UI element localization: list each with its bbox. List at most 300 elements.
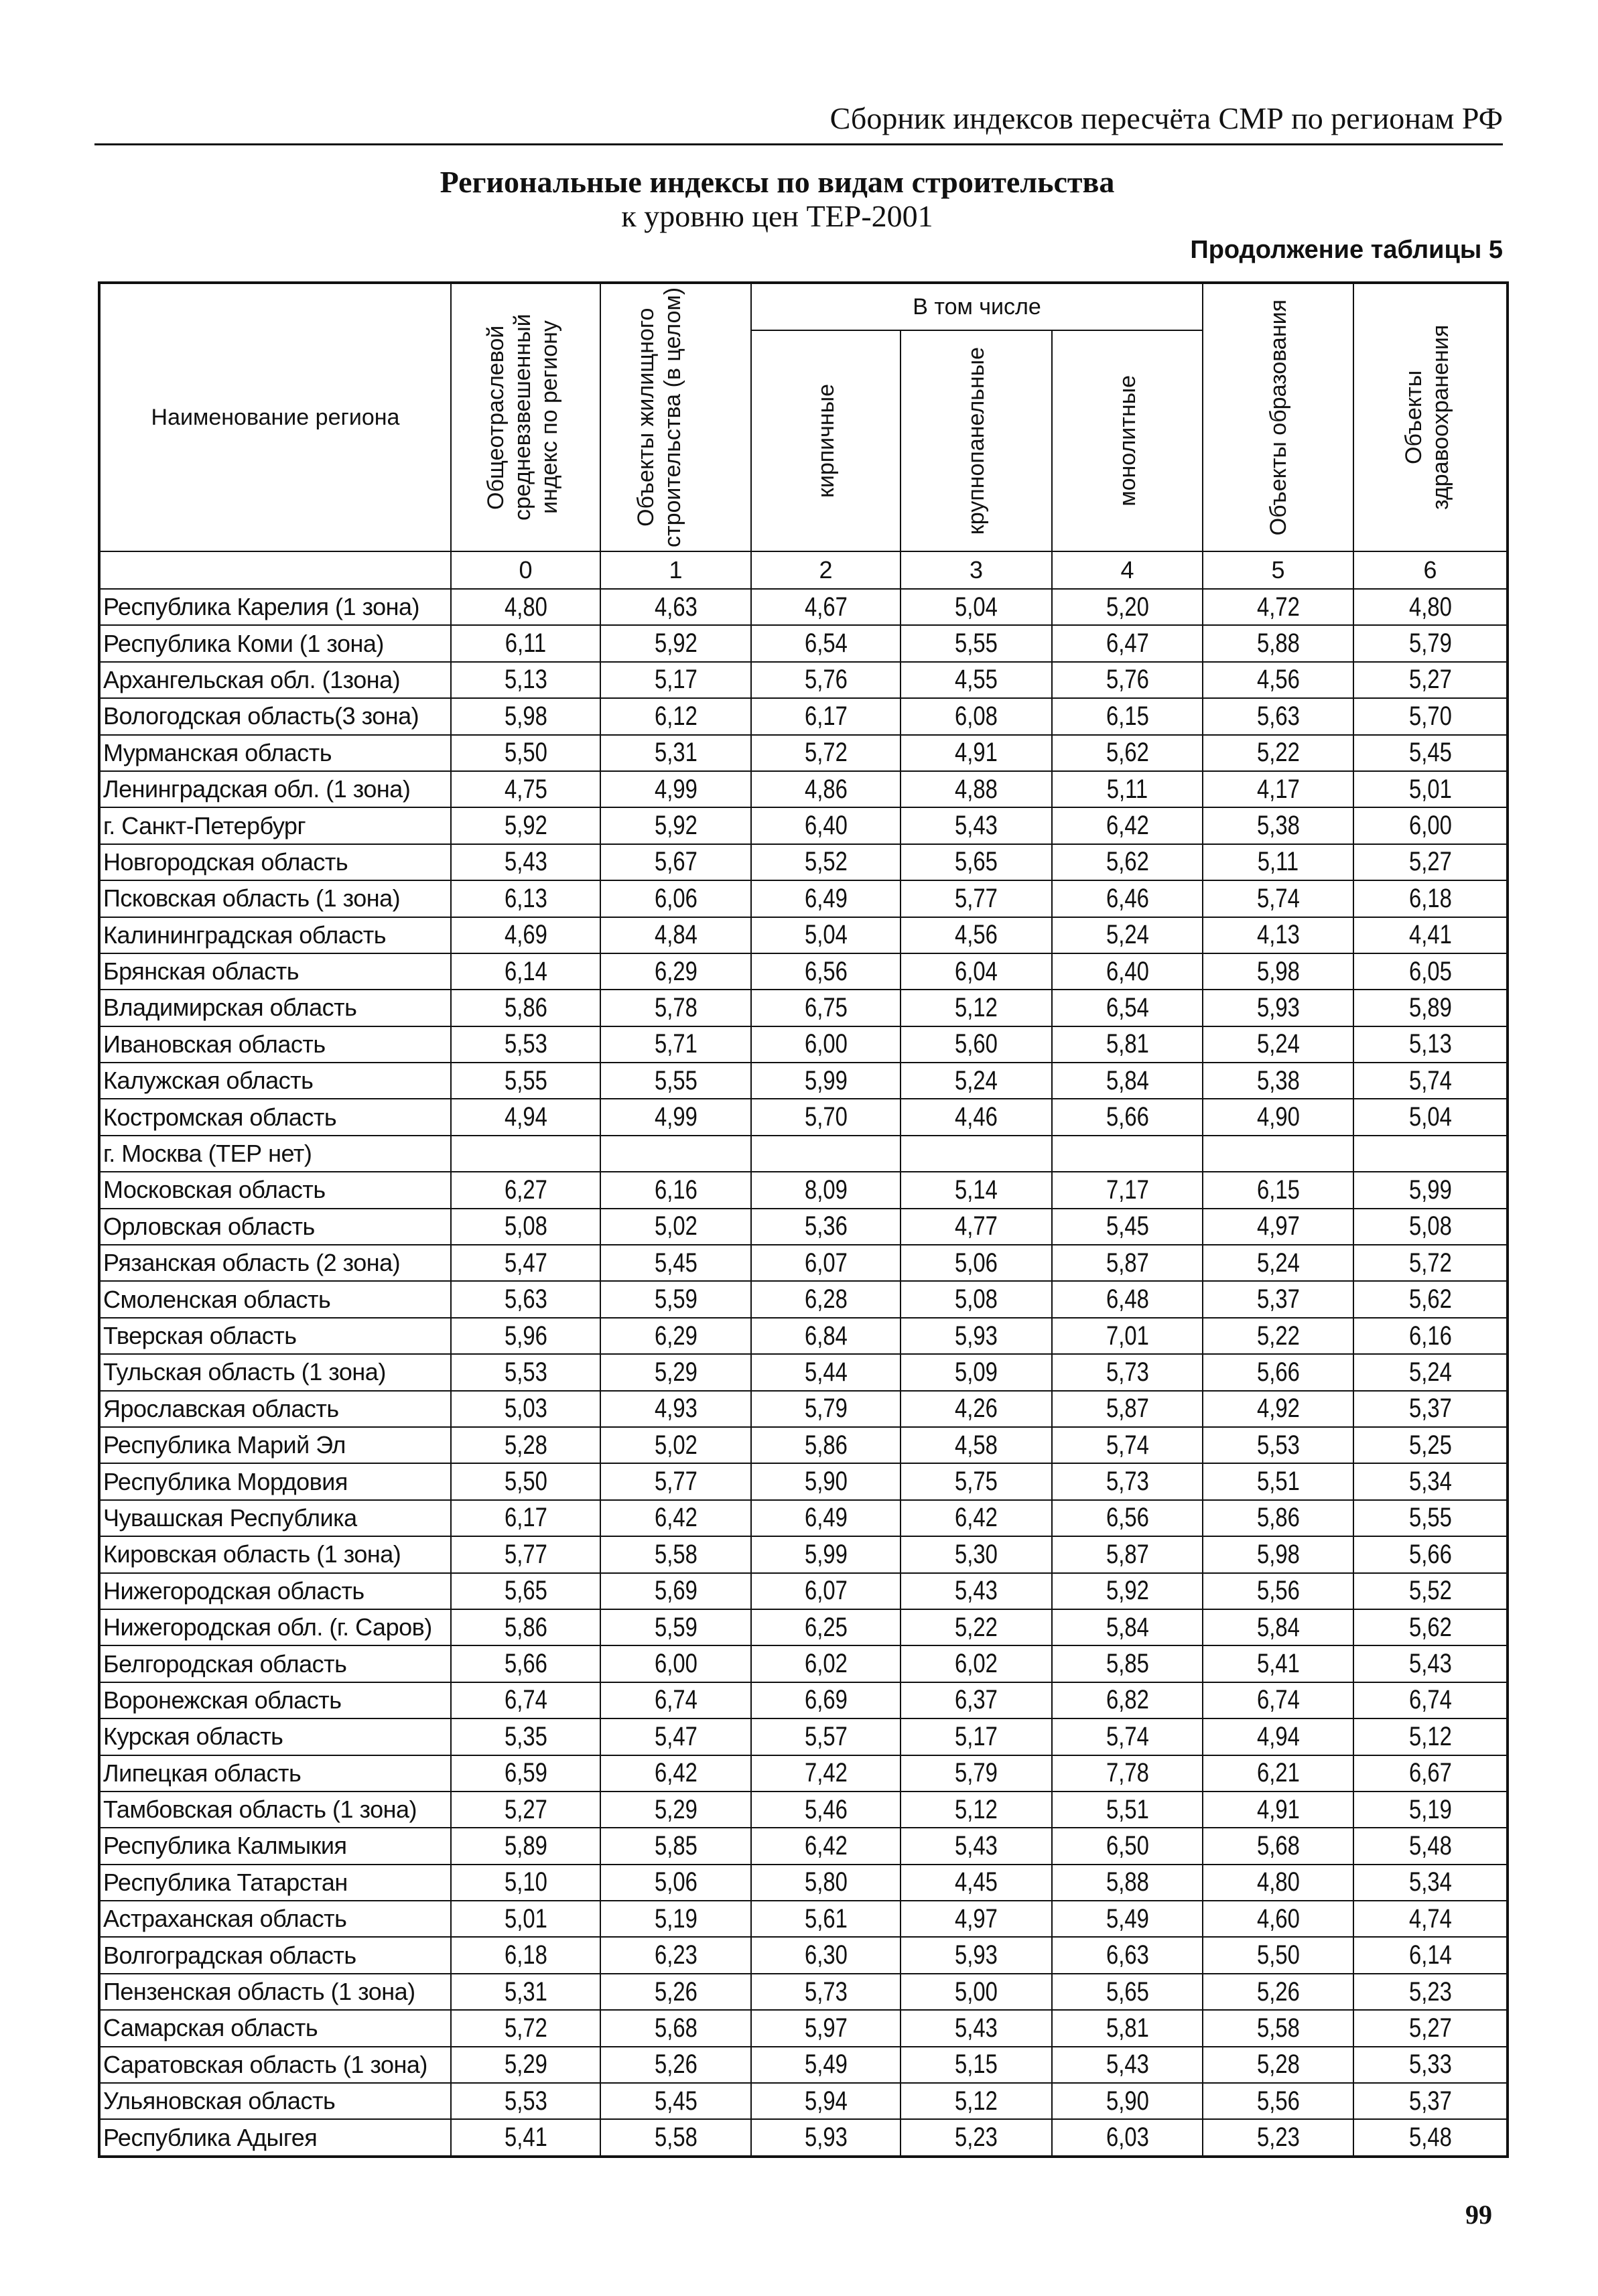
region-name: Астраханская область bbox=[99, 1901, 451, 1937]
index-value-text: 6,18 bbox=[1408, 883, 1452, 913]
index-value-text: 5,31 bbox=[654, 738, 697, 768]
index-value bbox=[901, 2047, 1052, 2083]
index-value bbox=[1203, 1209, 1353, 1245]
index-value-text: 5,93 bbox=[955, 1940, 998, 1970]
index-value bbox=[901, 1645, 1052, 1682]
index-value bbox=[1353, 1281, 1508, 1317]
index-value bbox=[1203, 917, 1353, 953]
index-value bbox=[901, 698, 1052, 734]
index-value-text: 5,52 bbox=[1408, 1576, 1452, 1606]
index-value bbox=[600, 953, 751, 990]
index-value bbox=[1203, 2047, 1353, 2083]
column-number: 4 bbox=[1052, 551, 1203, 589]
index-value-text: 5,62 bbox=[1408, 1612, 1452, 1642]
index-value bbox=[901, 589, 1052, 625]
index-value bbox=[1353, 1865, 1508, 1901]
index-value-text: 6,74 bbox=[504, 1685, 547, 1715]
index-value bbox=[600, 880, 751, 917]
index-value bbox=[600, 2047, 751, 2083]
table-row bbox=[99, 735, 1508, 771]
index-value bbox=[751, 953, 901, 990]
region-name: Московская область bbox=[99, 1172, 451, 1208]
index-value-text: 5,99 bbox=[1408, 1174, 1452, 1205]
index-value-text: 4,58 bbox=[955, 1430, 998, 1460]
region-name: Самарская область bbox=[99, 2010, 451, 2046]
index-value bbox=[451, 1427, 600, 1463]
index-value-text: 6,74 bbox=[654, 1685, 697, 1715]
index-value-text: 5,59 bbox=[654, 1612, 697, 1642]
header-col6: Объекты здравоохранения bbox=[1353, 283, 1508, 551]
index-value bbox=[600, 1865, 751, 1901]
region-name: Архангельская обл. (1зона) bbox=[99, 662, 451, 698]
index-value bbox=[451, 1901, 600, 1937]
index-value-text: 5,47 bbox=[504, 1247, 547, 1278]
table-row bbox=[99, 1974, 1508, 2010]
index-value-text: 5,53 bbox=[504, 2086, 547, 2116]
regional-index-table bbox=[98, 281, 1509, 2158]
index-value bbox=[751, 698, 901, 734]
index-value-text: 6,07 bbox=[804, 1576, 848, 1606]
index-value bbox=[1052, 1937, 1203, 1973]
index-value-text: 4,26 bbox=[955, 1394, 998, 1424]
index-value bbox=[901, 1792, 1052, 1828]
index-value-text: 5,61 bbox=[804, 1903, 848, 1934]
header-rule bbox=[94, 143, 1503, 145]
region-name: Республика Адыгея bbox=[99, 2119, 451, 2156]
index-value bbox=[1353, 1318, 1508, 1354]
index-value-text: 5,86 bbox=[804, 1430, 848, 1460]
index-value-text: 4,55 bbox=[955, 665, 998, 695]
region-name: Ярославская область bbox=[99, 1391, 451, 1427]
index-value bbox=[751, 1901, 901, 1937]
index-value bbox=[751, 625, 901, 661]
index-value bbox=[1052, 1718, 1203, 1755]
index-value-text: 4,97 bbox=[955, 1903, 998, 1934]
region-name: Ульяновская область bbox=[99, 2083, 451, 2119]
index-value-text: 5,22 bbox=[955, 1612, 998, 1642]
index-value bbox=[1353, 1755, 1508, 1792]
index-value-text: 5,66 bbox=[1106, 1102, 1149, 1132]
index-value bbox=[451, 2083, 600, 2119]
index-value-text: 4,84 bbox=[654, 920, 697, 950]
index-value bbox=[1203, 844, 1353, 880]
index-value-text: 6,16 bbox=[1408, 1321, 1452, 1351]
index-value bbox=[1353, 1026, 1508, 1063]
index-value-text: 4,56 bbox=[955, 920, 998, 950]
index-value bbox=[1203, 1427, 1353, 1463]
index-value-text: 5,81 bbox=[1106, 2013, 1149, 2043]
index-value bbox=[1353, 1645, 1508, 1682]
index-value-text: 5,84 bbox=[1106, 1612, 1149, 1642]
index-value-text: 4,56 bbox=[1256, 665, 1300, 695]
index-value-text: 5,53 bbox=[504, 1357, 547, 1387]
table-row bbox=[99, 2119, 1508, 2156]
index-value-text: 6,07 bbox=[804, 1247, 848, 1278]
index-value bbox=[1353, 1974, 1508, 2010]
index-value bbox=[600, 1281, 751, 1317]
index-value bbox=[1203, 771, 1353, 807]
index-value-text: 5,76 bbox=[804, 665, 848, 695]
index-value-text: 5,96 bbox=[504, 1321, 547, 1351]
index-value bbox=[1353, 1792, 1508, 1828]
index-value bbox=[451, 1026, 600, 1063]
table-row bbox=[99, 2010, 1508, 2046]
index-value-text: 6,49 bbox=[804, 1503, 848, 1533]
region-name: Новгородская область bbox=[99, 844, 451, 880]
index-value-text: 5,02 bbox=[654, 1211, 697, 1241]
table-row bbox=[99, 1391, 1508, 1427]
index-value-text: 5,71 bbox=[654, 1029, 697, 1059]
index-value bbox=[751, 1099, 901, 1135]
index-value bbox=[901, 1718, 1052, 1755]
region-name: Тамбовская область (1 зона) bbox=[99, 1792, 451, 1828]
index-value-text: 5,70 bbox=[1408, 701, 1452, 731]
index-value-text: 6,21 bbox=[1256, 1758, 1300, 1788]
table-continuation-label: Продолжение таблицы 5 bbox=[1190, 236, 1503, 264]
region-name: Нижегородская область bbox=[99, 1573, 451, 1609]
index-value-text: 5,37 bbox=[1408, 2086, 1452, 2116]
index-value bbox=[751, 1536, 901, 1572]
index-value-text: 5,77 bbox=[654, 1467, 697, 1497]
region-name: Вологодская область(3 зона) bbox=[99, 698, 451, 734]
index-value-text: 4,74 bbox=[1408, 1903, 1452, 1934]
index-value bbox=[600, 1755, 751, 1792]
index-value-text: 4,69 bbox=[504, 920, 547, 950]
index-value bbox=[751, 1865, 901, 1901]
table-row bbox=[99, 1937, 1508, 1973]
table-row bbox=[99, 1172, 1508, 1208]
index-value-text: 5,23 bbox=[1256, 2122, 1300, 2153]
index-value bbox=[901, 917, 1052, 953]
index-value bbox=[1203, 1099, 1353, 1135]
index-value bbox=[1052, 1573, 1203, 1609]
index-value-text: 5,62 bbox=[1106, 738, 1149, 768]
index-value bbox=[600, 662, 751, 698]
table-row bbox=[99, 1792, 1508, 1828]
index-value-text: 5,86 bbox=[504, 1612, 547, 1642]
index-value-text: 5,03 bbox=[504, 1394, 547, 1424]
index-value bbox=[1052, 953, 1203, 990]
index-value-text: 5,74 bbox=[1256, 883, 1300, 913]
index-value bbox=[1052, 1865, 1203, 1901]
index-value-text: 5,85 bbox=[1106, 1649, 1149, 1679]
index-value bbox=[1203, 1026, 1353, 1063]
index-value-text: 5,04 bbox=[1408, 1102, 1452, 1132]
index-value bbox=[1353, 953, 1508, 990]
index-value bbox=[901, 807, 1052, 843]
index-value bbox=[600, 1026, 751, 1063]
index-value-text: 5,99 bbox=[804, 1065, 848, 1095]
column-number: 2 bbox=[751, 551, 901, 589]
index-value bbox=[901, 880, 1052, 917]
index-value-text: 6,42 bbox=[654, 1758, 697, 1788]
index-value-text: 5,29 bbox=[654, 1794, 697, 1824]
index-value-text: 5,63 bbox=[1256, 701, 1300, 731]
index-value-text: 6,05 bbox=[1408, 956, 1452, 986]
region-name: Костромская область bbox=[99, 1099, 451, 1135]
index-value-text: 6,02 bbox=[955, 1649, 998, 1679]
table-row bbox=[99, 662, 1508, 698]
index-value bbox=[1203, 1682, 1353, 1718]
index-value-text: 5,81 bbox=[1106, 1029, 1149, 1059]
index-value-text: 5,63 bbox=[504, 1284, 547, 1314]
index-value bbox=[451, 1536, 600, 1572]
index-value bbox=[1052, 1792, 1203, 1828]
table-row bbox=[99, 1901, 1508, 1937]
index-value bbox=[600, 1063, 751, 1099]
index-value bbox=[1353, 1099, 1508, 1135]
index-value-text: 5,66 bbox=[1256, 1357, 1300, 1387]
index-value bbox=[901, 1026, 1052, 1063]
index-value bbox=[901, 1318, 1052, 1354]
index-value-text: 5,69 bbox=[654, 1576, 697, 1606]
index-value-text: 6,42 bbox=[1106, 811, 1149, 841]
table-row bbox=[99, 1645, 1508, 1682]
index-value bbox=[1052, 1281, 1203, 1317]
index-value-text: 6,25 bbox=[804, 1612, 848, 1642]
index-value bbox=[600, 1391, 751, 1427]
index-value bbox=[451, 1645, 600, 1682]
index-value-text: 5,65 bbox=[504, 1576, 547, 1606]
index-value bbox=[751, 1026, 901, 1063]
index-value bbox=[1203, 1755, 1353, 1792]
index-value bbox=[901, 771, 1052, 807]
index-value bbox=[1353, 1354, 1508, 1390]
index-value bbox=[600, 2083, 751, 2119]
index-value bbox=[1052, 2083, 1203, 2119]
index-value bbox=[451, 1391, 600, 1427]
index-value-text: 4,60 bbox=[1256, 1903, 1300, 1934]
index-value-text: 5,43 bbox=[504, 847, 547, 877]
index-value bbox=[1052, 1136, 1203, 1172]
header-col1: Объекты жилищного строительства (в целом) bbox=[600, 283, 751, 551]
index-value bbox=[1203, 1536, 1353, 1572]
index-value-text: 4,90 bbox=[1256, 1102, 1300, 1132]
index-value-text: 5,34 bbox=[1408, 1867, 1452, 1897]
index-value bbox=[1203, 953, 1353, 990]
index-value-text: 4,13 bbox=[1256, 920, 1300, 950]
index-value bbox=[751, 1318, 901, 1354]
region-name: Тульская область (1 зона) bbox=[99, 1354, 451, 1390]
index-value bbox=[451, 1500, 600, 1536]
index-value bbox=[1353, 662, 1508, 698]
index-value-text: 5,08 bbox=[1408, 1211, 1452, 1241]
header-region: Наименование региона bbox=[99, 283, 451, 551]
index-value-text: 4,93 bbox=[654, 1394, 697, 1424]
index-value bbox=[751, 917, 901, 953]
index-value-text: 6,42 bbox=[654, 1503, 697, 1533]
index-value-text: 4,97 bbox=[1256, 1211, 1300, 1241]
index-value bbox=[600, 807, 751, 843]
index-value-text: 6,74 bbox=[1256, 1685, 1300, 1715]
index-value-text: 6,40 bbox=[1106, 956, 1149, 986]
index-value bbox=[600, 844, 751, 880]
index-value-text: 5,68 bbox=[654, 2013, 697, 2043]
index-value-text: 5,27 bbox=[1408, 665, 1452, 695]
index-value bbox=[1052, 771, 1203, 807]
index-value-text: 5,86 bbox=[1256, 1503, 1300, 1533]
index-value-text: 6,59 bbox=[504, 1758, 547, 1788]
index-value-text: 6,12 bbox=[654, 701, 697, 731]
index-value-text: 5,25 bbox=[1408, 1430, 1452, 1460]
index-value bbox=[751, 771, 901, 807]
index-value bbox=[901, 844, 1052, 880]
index-value-text: 5,43 bbox=[1106, 2049, 1149, 2080]
index-value bbox=[1203, 2119, 1353, 2156]
table-row bbox=[99, 1865, 1508, 1901]
index-value bbox=[600, 735, 751, 771]
index-value-text: 4,86 bbox=[804, 774, 848, 804]
index-value bbox=[600, 1354, 751, 1390]
index-value-text: 4,80 bbox=[504, 592, 547, 622]
index-value-text: 4,80 bbox=[1256, 1867, 1300, 1897]
index-value bbox=[751, 1828, 901, 1864]
index-value bbox=[1052, 1463, 1203, 1499]
region-name: Республика Татарстан bbox=[99, 1865, 451, 1901]
index-value-text: 6,00 bbox=[654, 1649, 697, 1679]
index-value bbox=[600, 1645, 751, 1682]
index-value-text: 5,22 bbox=[1256, 1321, 1300, 1351]
region-name: Кировская область (1 зона) bbox=[99, 1536, 451, 1572]
index-value bbox=[751, 1682, 901, 1718]
table-row bbox=[99, 1427, 1508, 1463]
index-value bbox=[600, 1463, 751, 1499]
index-value bbox=[751, 1209, 901, 1245]
index-value bbox=[1353, 1427, 1508, 1463]
index-value bbox=[901, 1755, 1052, 1792]
index-value bbox=[751, 2010, 901, 2046]
index-value bbox=[1203, 1609, 1353, 1645]
index-value-text: 6,15 bbox=[1106, 701, 1149, 731]
region-name: Ленинградская обл. (1 зона) bbox=[99, 771, 451, 807]
index-value-text: 5,24 bbox=[1106, 920, 1149, 950]
index-value-text: 5,20 bbox=[1106, 592, 1149, 622]
index-value-text: 6,54 bbox=[804, 628, 848, 659]
index-value-text: 6,08 bbox=[955, 701, 998, 731]
index-value-text: 5,98 bbox=[1256, 1539, 1300, 1569]
index-value-text: 5,48 bbox=[1408, 1830, 1452, 1861]
index-value bbox=[451, 1937, 600, 1973]
index-value bbox=[451, 735, 600, 771]
index-value bbox=[751, 1937, 901, 1973]
index-value bbox=[600, 1427, 751, 1463]
index-value bbox=[1353, 2047, 1508, 2083]
index-value bbox=[451, 1865, 600, 1901]
index-value bbox=[600, 1500, 751, 1536]
index-value-text: 5,38 bbox=[1256, 1065, 1300, 1095]
index-value bbox=[1353, 844, 1508, 880]
index-value bbox=[751, 990, 901, 1026]
index-value-text: 5,24 bbox=[1256, 1029, 1300, 1059]
index-value-text: 5,53 bbox=[504, 1029, 547, 1059]
index-value-text: 4,91 bbox=[1256, 1794, 1300, 1824]
column-number: 6 bbox=[1353, 551, 1508, 589]
index-value-text: 4,46 bbox=[955, 1102, 998, 1132]
index-value bbox=[1353, 1500, 1508, 1536]
index-value bbox=[751, 2119, 901, 2156]
index-value bbox=[1052, 1099, 1203, 1135]
index-value-text: 5,12 bbox=[1408, 1721, 1452, 1751]
index-value-text: 5,19 bbox=[654, 1903, 697, 1934]
index-value bbox=[451, 1573, 600, 1609]
index-value bbox=[751, 1609, 901, 1645]
table-body bbox=[99, 589, 1508, 2157]
index-value-text: 4,94 bbox=[504, 1102, 547, 1132]
index-value bbox=[1052, 1974, 1203, 2010]
region-name: г. Москва (ТЕР нет) bbox=[99, 1136, 451, 1172]
index-value-text: 5,23 bbox=[1408, 1976, 1452, 2007]
index-value-text: 5,22 bbox=[1256, 738, 1300, 768]
index-value bbox=[901, 1828, 1052, 1864]
index-value-text: 5,34 bbox=[1408, 1467, 1452, 1497]
table-row bbox=[99, 698, 1508, 734]
index-value-text: 6,27 bbox=[504, 1174, 547, 1205]
index-value-text: 5,45 bbox=[1106, 1211, 1149, 1241]
region-name: Пензенская область (1 зона) bbox=[99, 1974, 451, 2010]
index-value-text: 6,11 bbox=[505, 628, 547, 659]
index-value-text: 5,38 bbox=[1256, 811, 1300, 841]
region-name: Республика Карелия (1 зона) bbox=[99, 589, 451, 625]
index-value bbox=[451, 1755, 600, 1792]
index-value bbox=[901, 1427, 1052, 1463]
index-value bbox=[901, 1354, 1052, 1390]
header-col3: крупнопанельные bbox=[901, 330, 1052, 551]
column-number: 3 bbox=[901, 551, 1052, 589]
index-value-text: 5,77 bbox=[955, 883, 998, 913]
index-value-text: 4,72 bbox=[1256, 592, 1300, 622]
index-value-text: 6,02 bbox=[804, 1649, 848, 1679]
index-value-text: 5,78 bbox=[654, 992, 697, 1022]
index-value-text: 5,33 bbox=[1408, 2049, 1452, 2080]
index-value-text: 4,63 bbox=[654, 592, 697, 622]
index-value bbox=[1052, 1209, 1203, 1245]
index-value bbox=[451, 1354, 600, 1390]
index-value-text: 6,56 bbox=[1106, 1503, 1149, 1533]
index-value-text: 5,72 bbox=[504, 2013, 547, 2043]
index-value bbox=[1203, 1281, 1353, 1317]
index-value bbox=[451, 1974, 600, 2010]
index-value-text: 6,18 bbox=[504, 1940, 547, 1970]
index-value bbox=[751, 1391, 901, 1427]
index-value bbox=[751, 807, 901, 843]
index-value bbox=[1203, 1645, 1353, 1682]
index-value bbox=[600, 625, 751, 661]
index-value-text: 5,67 bbox=[654, 847, 697, 877]
index-value-text: 5,60 bbox=[955, 1029, 998, 1059]
table-row bbox=[99, 589, 1508, 625]
index-value-text: 5,31 bbox=[504, 1976, 547, 2007]
index-value bbox=[600, 1828, 751, 1864]
index-value bbox=[1353, 880, 1508, 917]
index-value bbox=[901, 1099, 1052, 1135]
index-value bbox=[751, 735, 901, 771]
index-value-text: 5,87 bbox=[1106, 1539, 1149, 1569]
index-value bbox=[1203, 880, 1353, 917]
index-value bbox=[1353, 1136, 1508, 1172]
region-name: Республика Марий Эл bbox=[99, 1427, 451, 1463]
header-col4: монолитные bbox=[1052, 330, 1203, 551]
index-value bbox=[1203, 735, 1353, 771]
index-value-text: 4,91 bbox=[955, 738, 998, 768]
index-value-text: 6,50 bbox=[1106, 1830, 1149, 1861]
region-name: Воронежская область bbox=[99, 1682, 451, 1718]
table-row bbox=[99, 1099, 1508, 1135]
index-value-text: 7,78 bbox=[1106, 1758, 1149, 1788]
index-value-text: 5,66 bbox=[504, 1649, 547, 1679]
index-value-text: 5,59 bbox=[654, 1284, 697, 1314]
index-value-text: 5,88 bbox=[1256, 628, 1300, 659]
index-value bbox=[1203, 1901, 1353, 1937]
